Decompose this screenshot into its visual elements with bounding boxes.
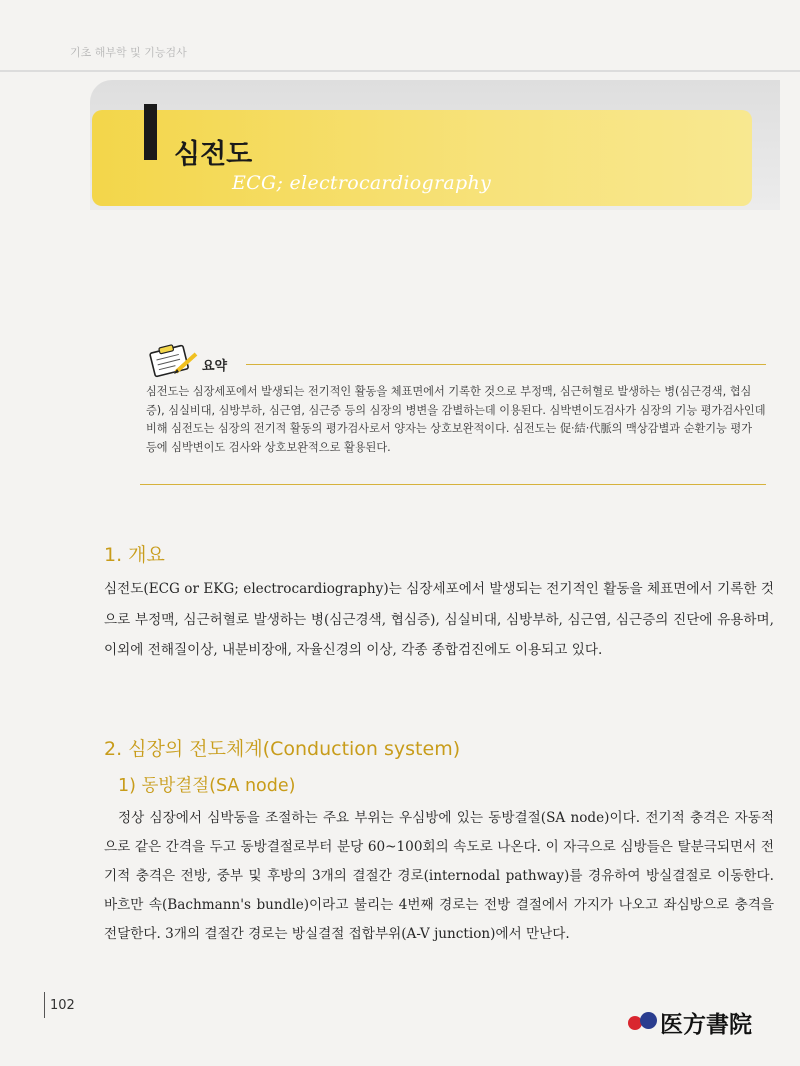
summary-label: 요약 (202, 359, 228, 374)
page-number-bar (44, 992, 45, 1018)
page-number: 102 (50, 998, 75, 1013)
summary-top-rule (246, 364, 766, 365)
header-rule (0, 70, 800, 72)
clipboard-pencil-icon (146, 342, 200, 382)
publisher-logo-blue-dot (640, 1012, 657, 1029)
summary-text: 심전도는 심장세포에서 발생되는 전기적인 활동을 체표면에서 기록한 것으로 부정맥, 심근허혈로 발생하는 병(심근경색, 협심증), 심실비대, 심방부하, 심근염, 심근증 등의 심장의 병변을 감별하는데 이용된다. 심박변이도검사가 심장의 기능 평가검사인데 비해 심전도는 심장의 전기적 활동의 평가검사로서 양자는 상호보완적이다. 심전도는 促·結·代脈의 맥상감별과 순환기능 평가 등에 심박변이도 검사와 상호보완적으로 활용된다. (146, 385, 766, 454)
summary-bottom-rule (140, 484, 766, 485)
publisher-logo: 医方書院 (660, 1011, 752, 1038)
section-heading-overview: 1. 개요 (104, 544, 165, 566)
section-heading-conduction: 2. 심장의 전도체계(Conduction system) (104, 738, 461, 760)
running-head: 기초 해부학 및 기능검사 (70, 46, 187, 59)
chapter-title: 심전도 (174, 139, 253, 170)
chapter-subtitle: ECG; electrocardiography (232, 172, 492, 194)
chapter-marker-bar (144, 104, 157, 160)
overview-paragraph: 심전도(ECG or EKG; electrocardiography)는 심장세포에서 발생되는 전기적인 활동을 체표면에서 기록한 것으로 부정맥, 심근허혈로 발생하는 병(심근경색, 협심증), 심실비대, 심방부하, 심근염, 심근증의 진단에 유용하며, 이외에 전해질이상, 내분비장애, 자율신경의 이상, 각종 종합검진에도 이용되고 있다. (104, 581, 774, 658)
subsection-heading-sa-node: 1) 동방결절(SA node) (118, 776, 296, 796)
sa-node-paragraph: 정상 심장에서 심박동을 조절하는 주요 부위는 우심방에 있는 동방결절(SA node)이다. 전기적 충격은 자동적으로 같은 간격을 두고 동방결절로부터 분당 60~100회의 속도로 나온다. 이 자극으로 심방들은 탈분극되면서 전기적 충격은 전방, 중부 및 후방의 3개의 결절간 경로(internodal pathway)를 경유하여 방실결절로 이동한다. 바흐만 속(Bachmann's bundle)이라고 불리는 4번째 경로는 전방 결절에서 가지가 나오고 좌심방으로 충격을 전달한다. 3개의 결절간 경로는 방실결절 접합부위(A-V junction)에서 만난다. (104, 810, 774, 942)
